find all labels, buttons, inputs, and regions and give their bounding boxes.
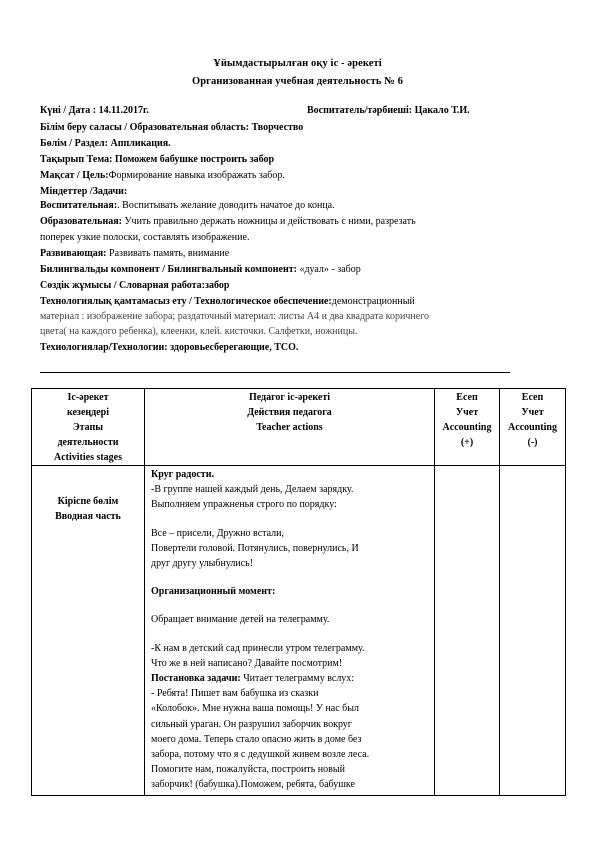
header-stages: [32, 389, 145, 466]
text-line: - Ребята! Пишет вам бабушка из сказки: [151, 688, 319, 700]
text-line: друг другу улыбнулись!: [151, 558, 254, 570]
header-acc-plus-sign: (+): [460, 437, 474, 448]
bilingual-line: [40, 263, 361, 276]
text-line: моего дома. Теперь стало опасно жить в доме без: [151, 733, 362, 745]
text-line: Что же в ней написано? Давайте посмотрим!: [151, 657, 343, 669]
text-line: забора, потому что я с дедушкой живем возле леса.: [151, 749, 370, 761]
task-line: [151, 671, 430, 686]
lesson-plan-table: [31, 388, 566, 796]
text-line: Помогите нам, пожалуйста, построить новый: [151, 764, 345, 776]
developing-label: Развивающая:: [40, 248, 107, 259]
technologies-value: здоровьесберегающие, ТСО.: [170, 342, 299, 353]
vocab-label: Сөздік жұмысы / Словарная работа:: [40, 280, 205, 291]
developing-value: Развивать память, внимание: [109, 248, 230, 259]
header-stages-ru-1: Этапы: [72, 422, 104, 433]
header-acc-minus-kz: Есеп: [521, 392, 544, 403]
header-acc-minus-en: Accounting: [508, 422, 557, 433]
vocab-line: [40, 279, 229, 292]
text-line: Повертели головой. Потянулись, повернулись, И: [151, 542, 359, 554]
header-teacher-kz: Педагог іс-әрекеті: [248, 392, 331, 403]
teacher-value: Цакало Т.И.: [414, 105, 470, 116]
header-accounting-plus: [435, 389, 500, 466]
date-value: 14.11.2017г.: [98, 105, 149, 116]
section-line: [40, 137, 171, 150]
text-line: -К нам в детский сад принесли утром телеграмму.: [151, 642, 365, 654]
developing-line: [40, 247, 229, 260]
bilingual-value: «дуал» - забор: [299, 264, 361, 275]
stage-intro-kz: Кіріспе бөлім: [57, 496, 119, 507]
equipment-line-3: цвета( на каждого ребенка), клеенки, клей. кисточки. Салфетки, ножницы.: [40, 326, 358, 337]
equipment-line: [40, 295, 415, 308]
header-acc-plus-en: Accounting: [442, 422, 492, 433]
text-line: заборчик! (бабушка).Поможем, ребята, бабушке: [151, 779, 355, 791]
text-line: сильный ураган. Он разрушил заборчик вокруг: [151, 718, 352, 730]
text-line: «Колобок». Мне нужна ваша помощь! У нас был: [151, 703, 359, 715]
area-label: Білім беру саласы / Образовательная область:: [40, 122, 250, 133]
equipment-line-2: материал : изображение забора; раздаточный материал: листы А4 и два квадрата коричнего: [40, 311, 430, 322]
task-label: Постановка задачи:: [151, 673, 241, 685]
lesson-type-title-kz: Ұйымдастырылған оқу іс - әрекеті: [213, 58, 382, 69]
technologies-label: Технологиялар/Технологии:: [40, 342, 168, 353]
area-line: [40, 121, 303, 134]
section-divider: [40, 372, 510, 373]
upbringing-label: Воспитательная:: [40, 200, 118, 211]
topic-value: Поможем бабушке построить забор: [114, 154, 275, 165]
date-line: [40, 104, 149, 117]
header-acc-plus-ru: Учет: [455, 407, 479, 418]
accounting-minus-cell: [500, 466, 566, 796]
area-value: Творчество: [251, 122, 304, 133]
header-stages-ru-2: деятельности: [57, 437, 119, 448]
educational-value: Учить правильно держать ножницы и действовать с ними, разрезать: [124, 216, 416, 227]
equipment-value: демонстрационный: [331, 296, 415, 307]
joy-circle-title: Круг радости.: [151, 469, 214, 480]
educational-line: [40, 215, 416, 228]
topic-label: Тақырып Тема:: [40, 154, 113, 165]
text-line: -В группе нашей каждый день, Делаем зарядку.: [151, 484, 354, 496]
text-line: Выполняем упражненья строго по порядку:: [151, 499, 337, 511]
table-header-row: [32, 389, 566, 466]
text-line: Все – присели, Дружно встали,: [151, 527, 284, 539]
accounting-plus-cell: [435, 466, 500, 796]
header-acc-minus-sign: (-): [527, 437, 538, 448]
goal-value: Формирование навыка изображать забор.: [108, 170, 285, 181]
educational-line-2: поперек узкие полоски, составлять изображение.: [40, 232, 250, 243]
equipment-label: Технологиялық қамтамасыз ету / Технологическое обеспечение:: [40, 296, 332, 307]
text-line: Обращает внимание детей на телеграмму.: [151, 614, 330, 626]
section-value: Аппликация.: [110, 138, 171, 149]
educational-label: Образовательная:: [40, 216, 122, 227]
teacher-actions-intro: [145, 466, 435, 796]
header-stages-kz-1: Іс-әрекет: [67, 392, 109, 403]
upbringing-line: [40, 199, 335, 212]
header-stages-kz-2: кезеңдері: [66, 407, 109, 418]
stage-intro-ru: Вводная часть: [55, 511, 121, 522]
header-teacher-en: Teacher actions: [256, 422, 323, 433]
header-accounting-minus: [500, 389, 566, 466]
teacher-label: Воспитатель/тәрбиеші:: [307, 105, 413, 116]
date-label: Күні / Дата :: [40, 105, 97, 116]
bilingual-label: Билингвальды компонент / Билингвальный компонент:: [40, 264, 297, 275]
org-moment-title: Организационный момент:: [151, 586, 276, 598]
goal-line: [40, 169, 285, 182]
technologies-line: [40, 341, 298, 354]
stage-intro: [32, 466, 145, 796]
section-label: Бөлім / Раздел:: [40, 138, 108, 149]
header-teacher-actions: [145, 389, 435, 466]
upbringing-value: . Воспитывать желание доводить начатое до конца.: [117, 200, 335, 211]
topic-line: [40, 153, 274, 166]
tasks-label: Міндеттер /Задачи:: [40, 186, 128, 197]
tasks-line: [40, 185, 127, 198]
task-value: Читает телеграмму вслух:: [243, 673, 355, 685]
table-row: [32, 466, 566, 796]
teacher-line: [307, 104, 470, 117]
header-acc-minus-ru: Учет: [521, 407, 544, 418]
lesson-type-title-ru: Организованная учебная деятельность № 6: [191, 76, 404, 87]
header-teacher-ru: Действия педагога: [247, 407, 332, 418]
header-stages-en: Activities stages: [53, 452, 123, 463]
goal-label: Мақсат / Цель:: [40, 170, 109, 181]
header-acc-plus-kz: Есеп: [456, 392, 478, 403]
vocab-value: забор: [204, 280, 230, 291]
